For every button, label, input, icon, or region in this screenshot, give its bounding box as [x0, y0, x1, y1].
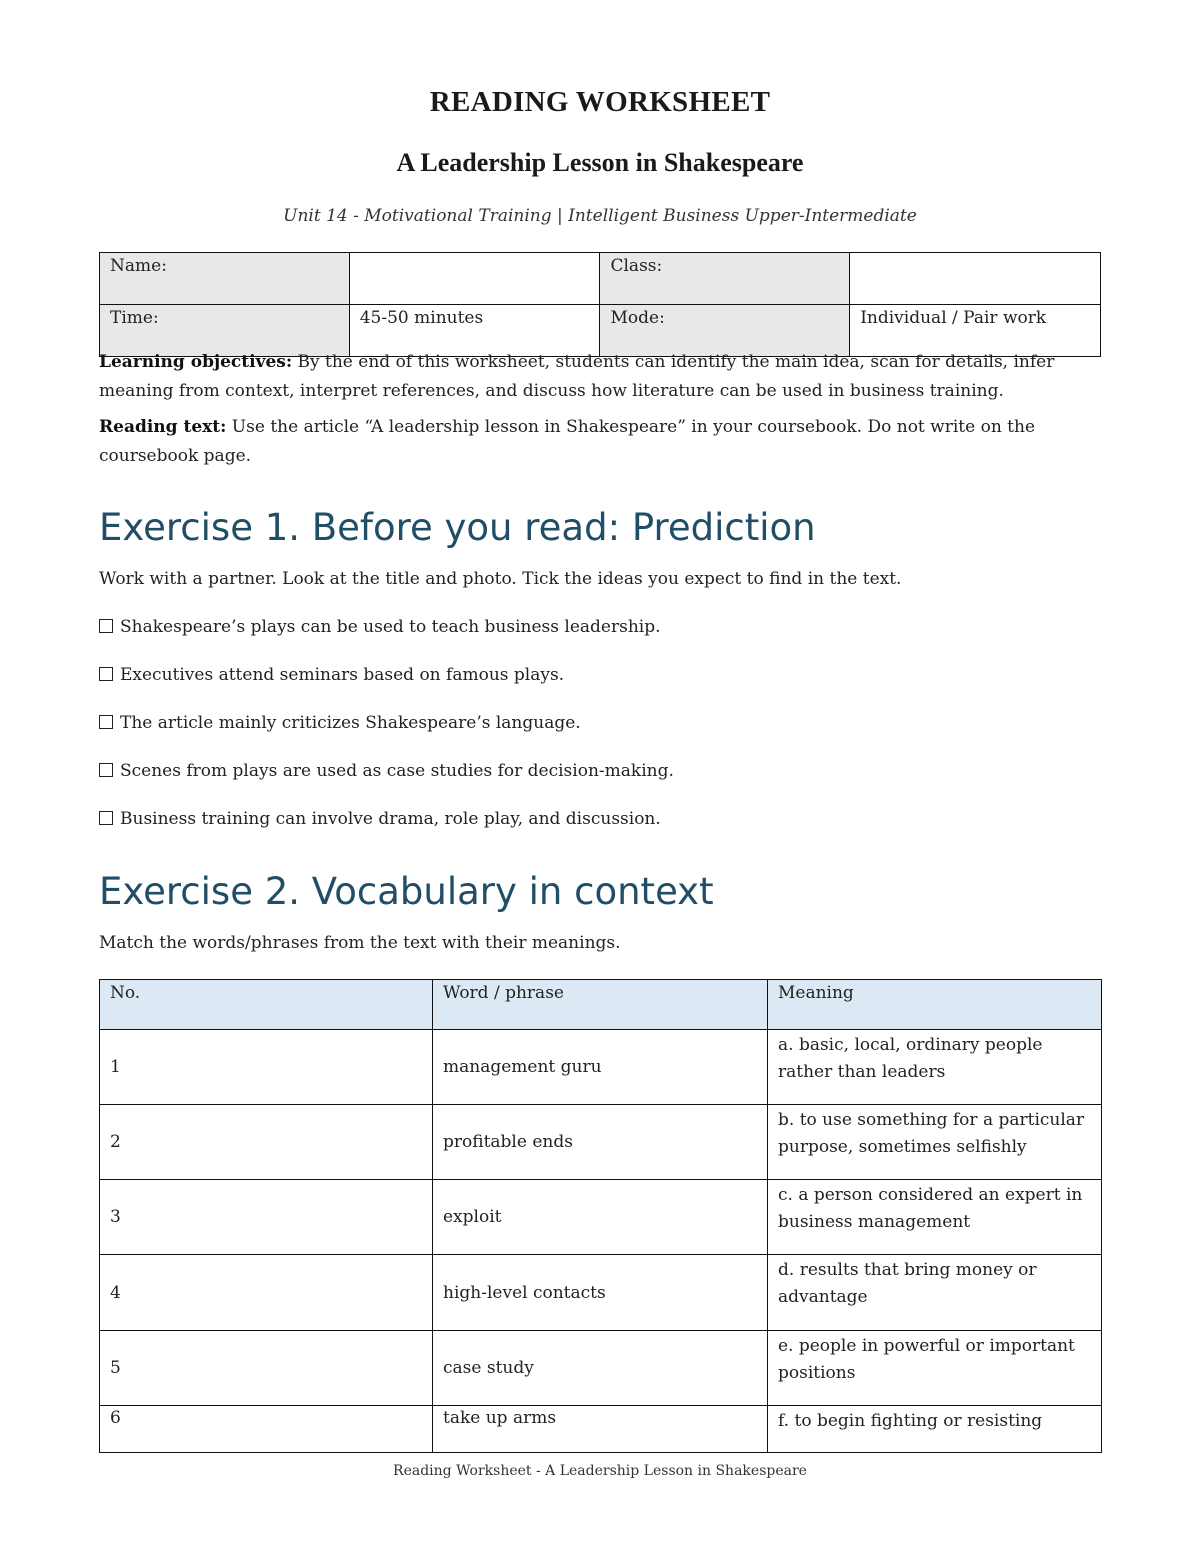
prediction-item-label: Business training can involve drama, role play, and discussion.: [120, 809, 661, 829]
page-title: READING WORKSHEET: [429, 86, 771, 118]
table-row: [100, 1180, 1102, 1255]
table-row: [100, 1105, 1102, 1180]
page-subtitle: A Leadership Lesson in Shakespeare: [396, 148, 804, 177]
row-word: case study: [433, 1331, 768, 1406]
time-value: 45-50 minutes: [349, 305, 600, 357]
row-word: profitable ends: [433, 1105, 768, 1180]
prediction-item[interactable]: [99, 665, 1101, 685]
row-number: 1: [100, 1030, 433, 1105]
table-row: [100, 1030, 1102, 1105]
name-label: Name:: [100, 253, 350, 305]
row-meaning: f. to begin fighting or resisting: [768, 1406, 1102, 1453]
row-number: 2: [100, 1105, 433, 1180]
column-header-no: No.: [100, 980, 433, 1030]
table-row: [100, 1331, 1102, 1406]
info-row-name-class: [100, 253, 1101, 305]
row-meaning: a. basic, local, ordinary people rather than leaders: [768, 1030, 1102, 1105]
exercise-1-instruction: Work with a partner. Look at the title and photo. Tick the ideas you expect to find in the text.: [99, 569, 902, 589]
row-word: take up arms: [433, 1406, 768, 1453]
row-number: 4: [100, 1255, 433, 1331]
row-meaning: c. a person considered an expert in business management: [768, 1180, 1102, 1255]
prediction-item[interactable]: [99, 761, 1101, 781]
prediction-item[interactable]: [99, 713, 1101, 733]
row-word: high-level contacts: [433, 1255, 768, 1331]
prediction-item[interactable]: [99, 809, 1101, 829]
column-header-meaning: Meaning: [768, 980, 1102, 1030]
mode-value: Individual / Pair work: [850, 305, 1101, 357]
name-field[interactable]: [349, 253, 600, 305]
class-label: Class:: [600, 253, 850, 305]
vocabulary-table: [99, 979, 1102, 1453]
row-word: exploit: [433, 1180, 768, 1255]
reading-text-label: Reading text:: [99, 417, 227, 437]
table-header-row: [100, 980, 1102, 1030]
row-meaning: b. to use something for a particular purpose, sometimes selfishly: [768, 1105, 1102, 1180]
column-header-word: Word / phrase: [433, 980, 768, 1030]
exercise-1-heading: Exercise 1. Before you read: Prediction: [99, 506, 816, 549]
table-row: [100, 1255, 1102, 1331]
page-footer: Reading Worksheet - A Leadership Lesson in Shakespeare: [393, 1463, 807, 1479]
prediction-item-label: Scenes from plays are used as case studies for decision-making.: [120, 761, 674, 781]
time-label: Time:: [100, 305, 350, 357]
prediction-item-label: Executives attend seminars based on famous plays.: [120, 665, 565, 685]
learning-objectives: [99, 348, 1101, 406]
checkbox-icon[interactable]: [99, 715, 113, 729]
table-row: [100, 1406, 1102, 1453]
prediction-item-label: Shakespeare’s plays can be used to teach business leadership.: [120, 617, 661, 637]
student-info-table: [99, 252, 1101, 357]
mode-label: Mode:: [600, 305, 850, 357]
class-field[interactable]: [850, 253, 1101, 305]
reading-text-note: [99, 413, 1101, 471]
checkbox-icon[interactable]: [99, 619, 113, 633]
checkbox-icon[interactable]: [99, 811, 113, 825]
unit-line: Unit 14 - Motivational Training | Intelligent Business Upper-Intermediate: [283, 206, 917, 226]
row-meaning: d. results that bring money or advantage: [768, 1255, 1102, 1331]
learning-objectives-label: Learning objectives:: [99, 352, 293, 372]
row-number: 3: [100, 1180, 433, 1255]
exercise-2-instruction: Match the words/phrases from the text with their meanings.: [99, 933, 621, 953]
learning-objectives-text: By the end of this worksheet, students can identify the main idea, scan for details, infer meaning from context, interpret references, and discuss how literature can be used in business training.: [99, 352, 1055, 401]
checkbox-icon[interactable]: [99, 763, 113, 777]
reading-text-text: Use the article “A leadership lesson in Shakespeare” in your coursebook. Do not write on the coursebook page.: [99, 417, 1036, 466]
exercise-2-heading: Exercise 2. Vocabulary in context: [99, 870, 714, 913]
row-word: management guru: [433, 1030, 768, 1105]
row-number: 6: [100, 1406, 433, 1453]
row-number: 5: [100, 1331, 433, 1406]
prediction-item-label: The article mainly criticizes Shakespeare’s language.: [120, 713, 581, 733]
checkbox-icon[interactable]: [99, 667, 113, 681]
row-meaning: e. people in powerful or important positions: [768, 1331, 1102, 1406]
prediction-item[interactable]: [99, 617, 1101, 637]
